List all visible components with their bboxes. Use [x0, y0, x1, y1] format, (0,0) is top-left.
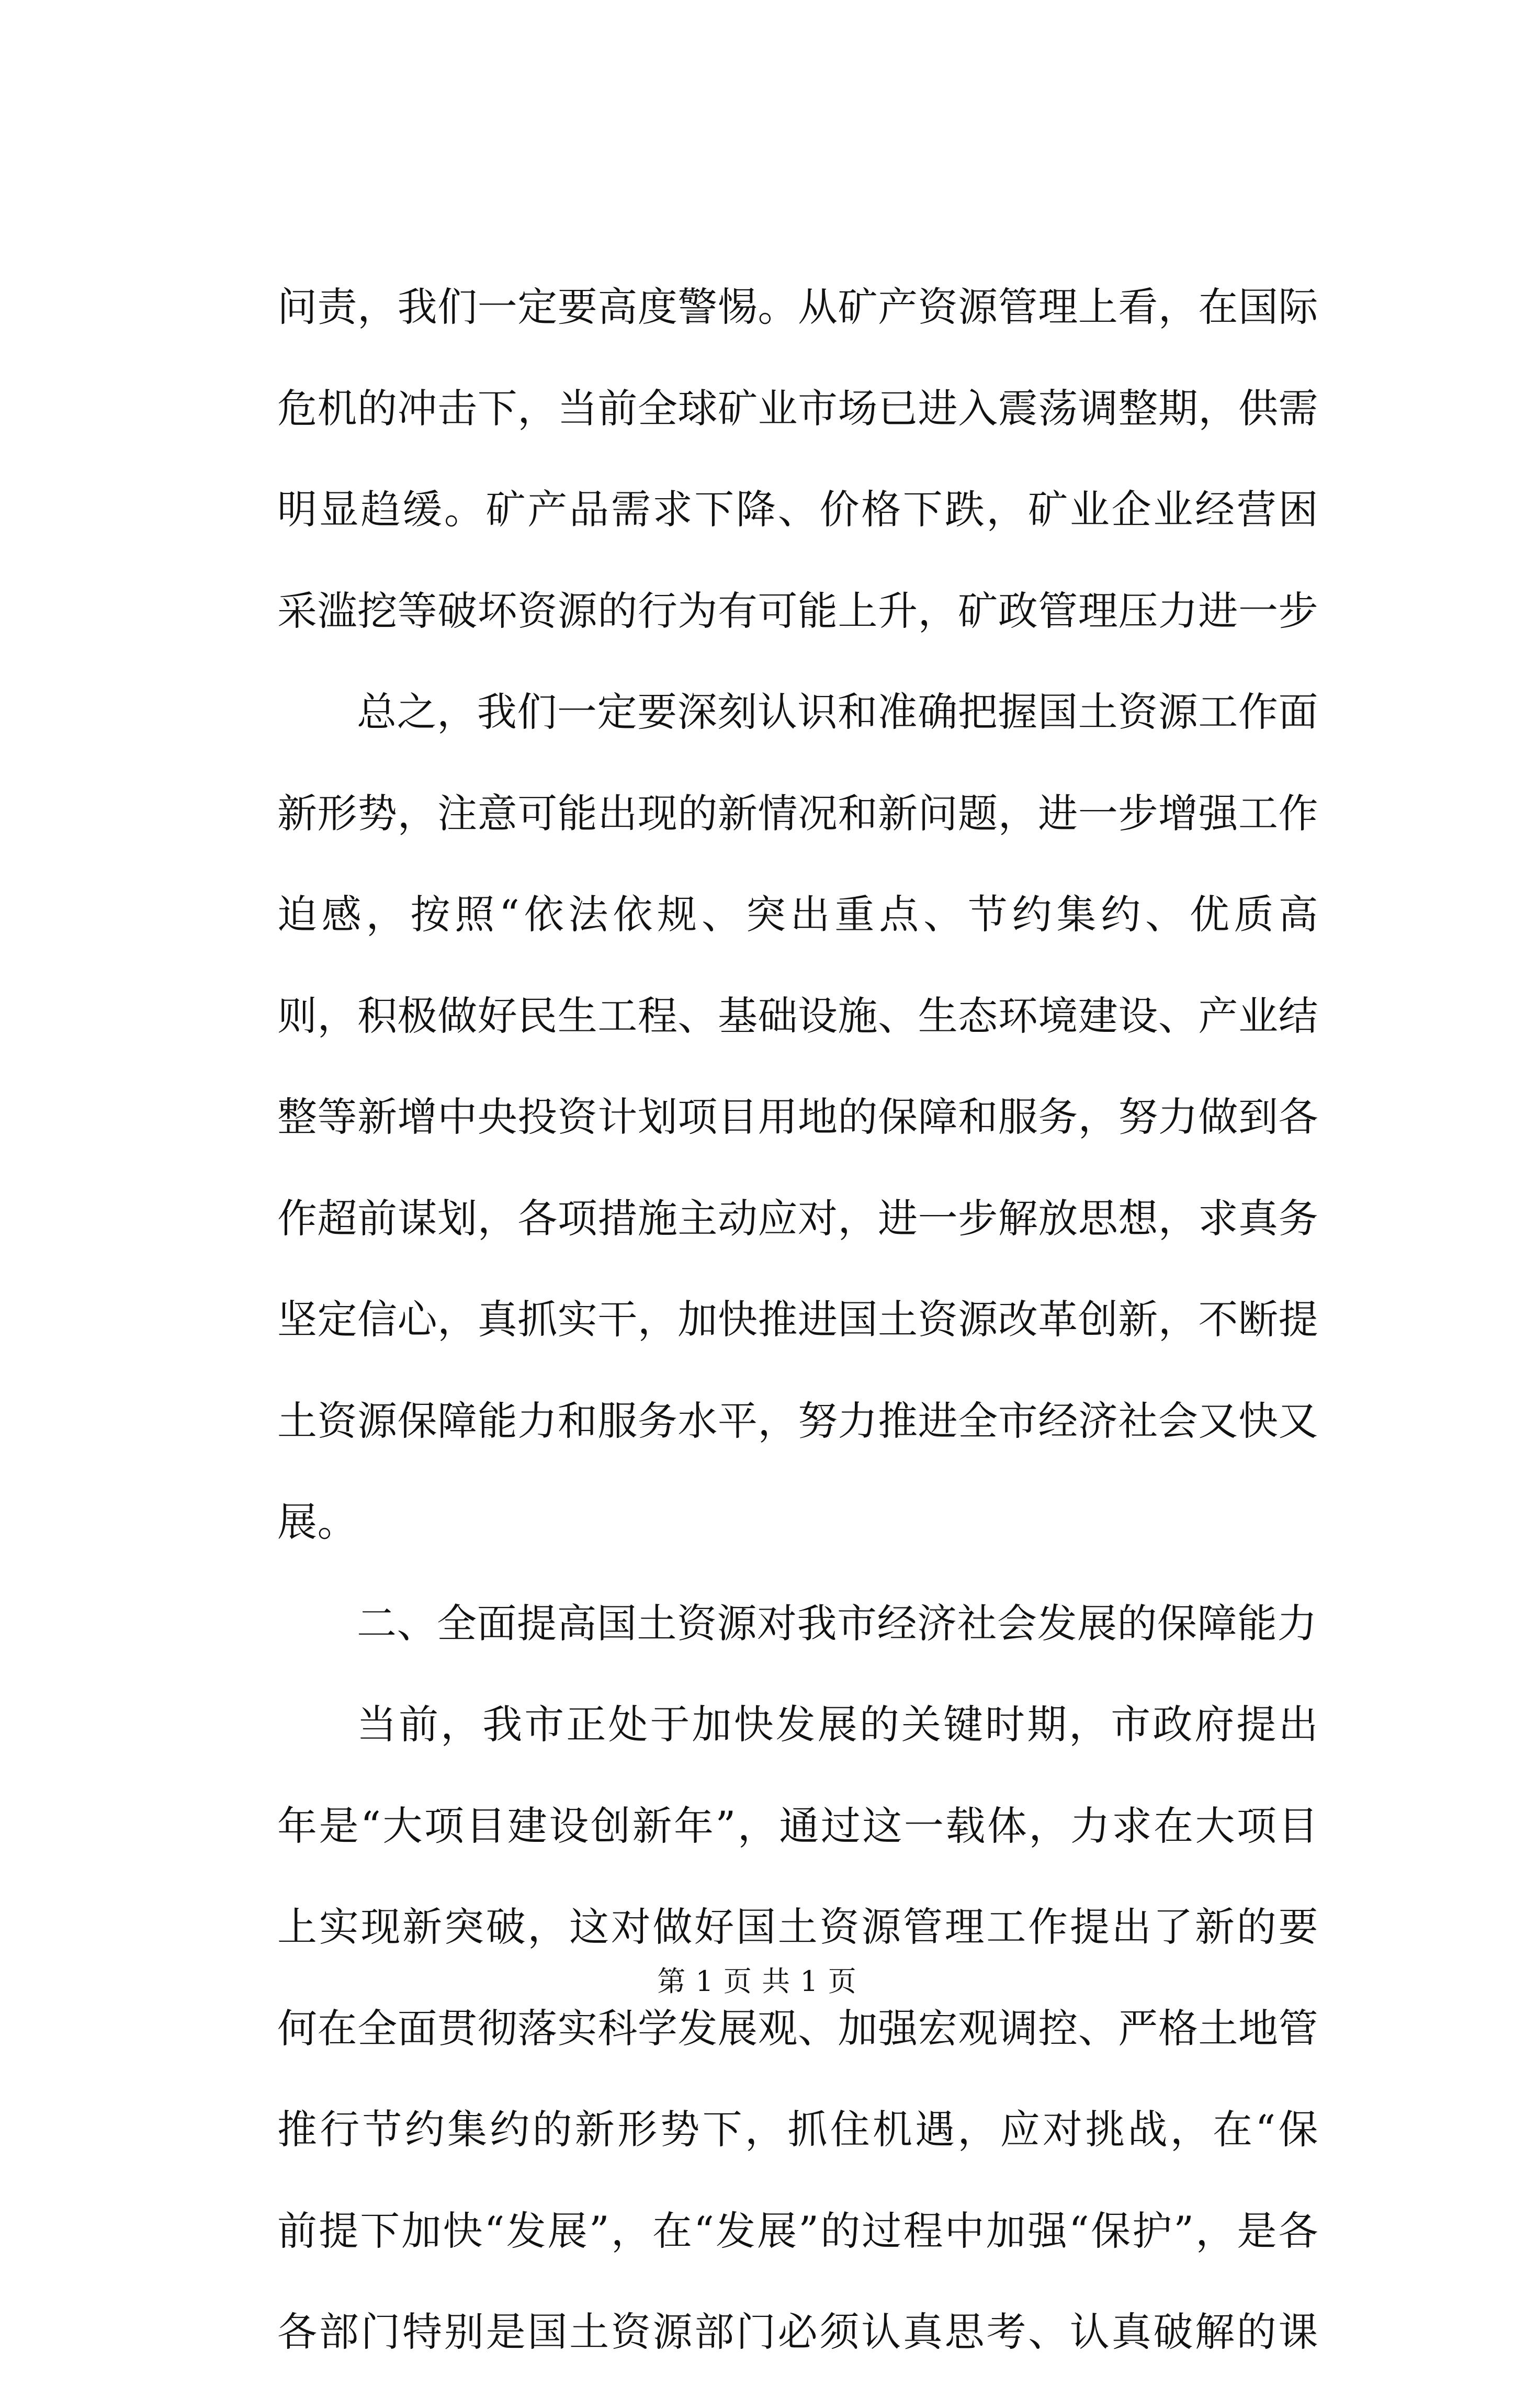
text-line: 明显趋缓。矿产品需求下降、价格下跌，矿业企业经营困 — [277, 486, 1318, 533]
text-line: 整等新增中央投资计划项目用地的保障和服务，努力做到各 — [277, 1094, 1318, 1140]
text-line: 年是“大项目建设创新年”，通过这一载体，力求在大项目 — [277, 1802, 1318, 1849]
text-line: 迫感，按照“依法依规、突出重点、节约集约、优质高 — [277, 891, 1318, 938]
text-line: 坚定信心，真抓实干，加快推进国土资源改革创新，不断提 — [277, 1296, 1318, 1343]
text-line: 展。 — [277, 1499, 357, 1545]
text-line: 前提下加快“发展”，在“发展”的过程中加强“保护”，是各 — [277, 2207, 1318, 2254]
text-line: 问责，我们一定要高度警惕。从矿产资源管理上看，在国际 — [277, 284, 1318, 330]
document-body — [277, 282, 1318, 2408]
text-line: 危机的冲击下，当前全球矿业市场已进入震荡调整期，供需 — [277, 385, 1318, 432]
text-line: 土资源保障能力和服务水平，努力推进全市经济社会又快又 — [277, 1397, 1318, 1444]
text-line: 推行节约集约的新形势下，抓住机遇，应对挑战，在“保 — [277, 2106, 1318, 2153]
text-line: 各部门特别是国土资源部门必须认真思考、认真破解的课 — [277, 2309, 1318, 2355]
section-heading: 二、全面提高国土资源对我市经济社会发展的保障能力 — [357, 1600, 1317, 1647]
page-footer: 第 1 页 共 1 页 — [657, 1965, 857, 1998]
text-line: 当前，我市正处于加快发展的关键时期，市政府提出 — [357, 1701, 1318, 1748]
text-line: 作超前谋划，各项措施主动应对，进一步解放思想，求真务 — [277, 1195, 1318, 1242]
text-line: 则，积极做好民生工程、基础设施、生态环境建设、产业结 — [277, 992, 1318, 1039]
text-line: 总之，我们一定要深刻认识和准确把握国土资源工作面 — [357, 689, 1318, 735]
text-line: 采滥挖等破坏资源的行为有可能上升，矿政管理压力进一步 — [277, 587, 1318, 634]
text-line: 上实现新突破，这对做好国土资源管理工作提出了新的要 — [277, 1904, 1318, 1950]
text-line: 新形势，注意可能出现的新情况和新问题，进一步增强工作 — [277, 790, 1318, 837]
text-line: 何在全面贯彻落实科学发展观、加强宏观调控、严格土地管 — [277, 2005, 1318, 2052]
